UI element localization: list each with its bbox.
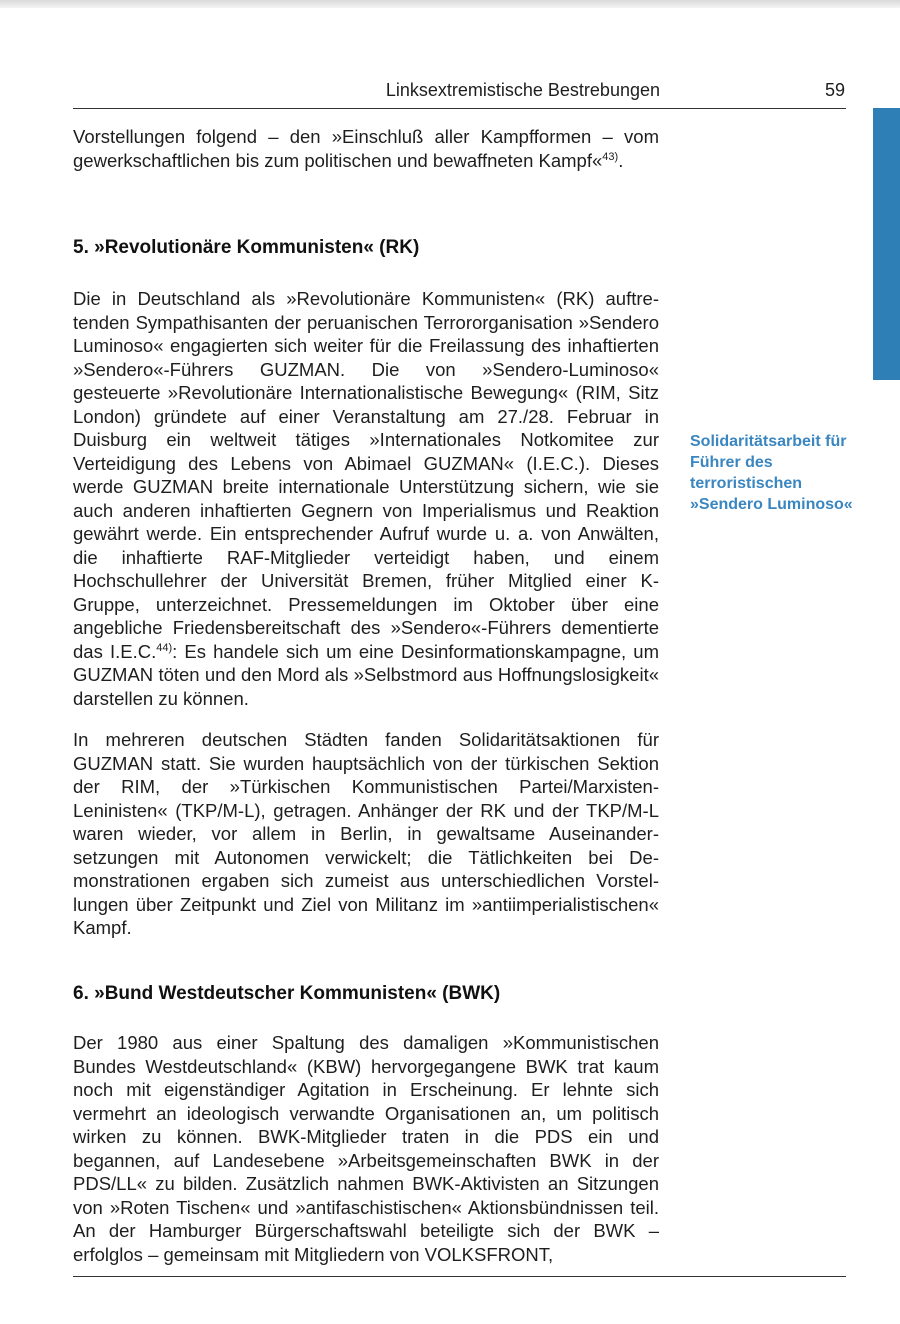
section-heading-bwk: 6. »Bund Westdeutscher Kommunisten« (BWK) — [73, 983, 501, 1004]
bwk-paragraph-1: Der 1980 aus einer Spaltung des damaligen »Kommunistischen Bundes Westdeutschland« (KBW) hervorgegangene BWK trat kaum noch mit eigenständiger Agitation in Erscheinung. Er lehnte sich vermehrt an ideologisch verwandte Organisationen an, um politisch wirken zu können. BWK-Mitglieder traten in die PDS ein und begannen, auf Landesebene »Arbeitsgemeinschaften BWK in der PDS/LL« zu bilden. Zusätzlich nahmen BWK-Aktivisten an Sitzungen von »Roten Tischen« und »antifaschistischen« Aktionsbündnissen teil. An der Hamburger Bürgerschaftswahl beteiligte sich der BWK – erfolglos – gemeinsam mit Mitgliedern von VOLKSFRONT, — [73, 1032, 659, 1265]
rk-paragraph-1-block — [73, 287, 659, 710]
rk-paragraph-2-block — [73, 728, 659, 940]
header-divider — [73, 108, 846, 109]
section-heading-rk: 5. »Revolutionäre Kommunisten« (RK) — [73, 237, 420, 258]
rk-p1-text-b: : Es handele sich um eine Desinformationskampagne, um GUZMAN töten und den Mord als »Selbstmord aus Hoffnungslosigkeit« darstellen zu können. — [73, 640, 659, 709]
intro-text: Vorstellungen folgend – den »Einschluß aller Kampfformen – vom gewerkschaftlichen bis zum politischen und bewaffneten Kampf« — [73, 126, 659, 171]
footnote-ref-43: 43) — [602, 150, 619, 163]
chapter-thumb-tab — [873, 108, 900, 380]
intro-end: . — [618, 149, 624, 171]
rk-paragraph-2: In mehreren deutschen Städten fanden Solidaritätsaktionen für GUZMAN statt. Sie wurden hauptsächlich von der türkischen Sektion der RIM, der »Türkischen Kommunistischen Partei/Marxisten-Leninisten« (TKP/M-L), getragen. Anhänger der RK und der TKP/M-L waren wieder, vor allem in Berlin, in gewaltsame Auseinandersetzungen mit Autonomen verwickelt; die Tätlichkeiten bei Demonstrationen ergaben sich zumeist aus unterschiedlichen Vorstellungen über Zeitpunkt und Ziel von Militanz im »antiimperialistischen« Kampf. — [73, 729, 659, 938]
scan-edge — [0, 0, 900, 8]
page-number: 59 — [824, 80, 845, 100]
intro-paragraph — [73, 125, 659, 172]
rk-p1-text-a: Die in Deutschland als »Revolutionäre Kommunisten« (RK) auftretenden Sympathisanten der peruanischen Terrororganisation »Sendero Luminoso« engagierten sich weiter für die Freilassung des inhaftierten »Sendero«-Führers GUZMAN. Die von »Sendero-Luminoso« gesteuerte »Revolutionäre Internationalistische Bewegung« (RIM, Sitz London) gründete auf einer Veranstaltung am 27./28. Februar in Duisburg ein weltweit tätiges »Internationales Notkomitee zur Verteidigung des Lebens von Abimael GUZMAN« (I.E.C.). Dieses werde GUZMAN breite internationale Unterstützung sichern, wie sie auch anderen inhaftierten Gegnern von Imperialismus und Reaktion gewährt werde. Ein entsprechender Aufruf wurde u. a. von Anwälten, die inhaftierte RAF-Mitglieder verteidigt haben, und einem Hochschullehrer der Universität Bremen, früher Mitglied einer K-Gruppe, unterzeichnet. Pressemeldungen im Oktober über eine angebliche Friedensbereitschaft des »Sendero«-Führers dementierte das I.E.C. — [73, 288, 659, 662]
intro-paragraph-block — [73, 125, 659, 172]
footer-divider — [73, 1276, 846, 1277]
running-header-title: Linksextremistische Bestrebungen — [385, 80, 660, 100]
margin-note: Solidaritätsarbeit für Führer des terroristischen »Sendero Luminoso« — [690, 433, 853, 513]
footnote-ref-44: 44) — [156, 641, 173, 654]
bwk-paragraph-block — [73, 1031, 659, 1266]
rk-paragraph-1 — [73, 287, 659, 710]
